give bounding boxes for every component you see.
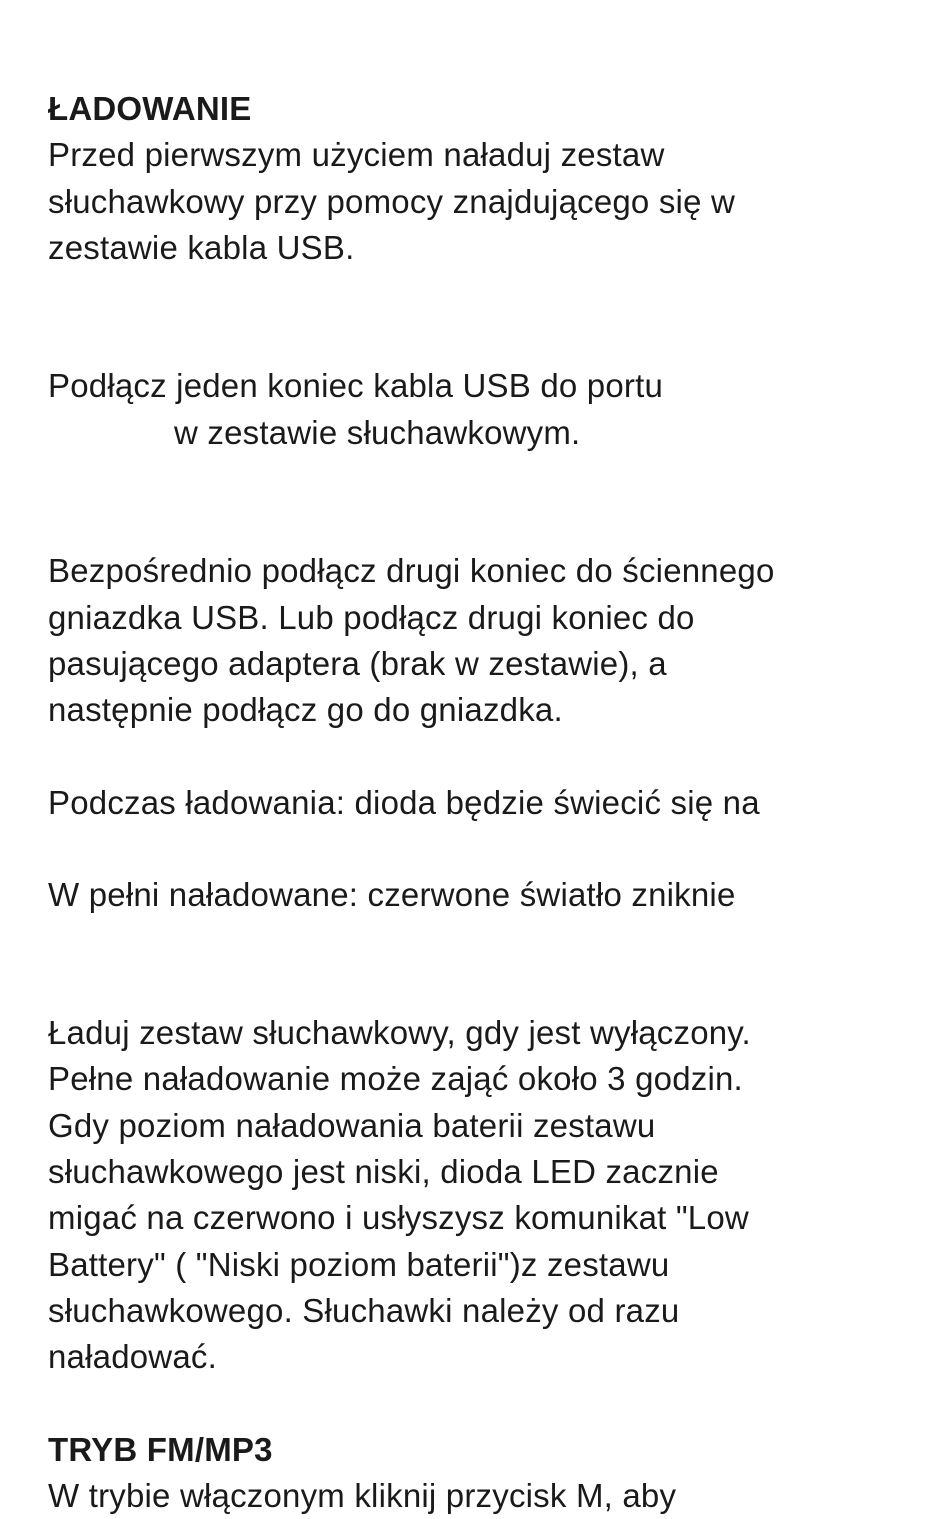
fm-mp3-intro-text: W trybie włączonym kliknij przycisk M, aby: [48, 1476, 677, 1514]
paragraph-spacer: [48, 918, 928, 1010]
manual-document: [48, 86, 928, 1519]
paragraph-spacer: [48, 826, 928, 872]
during-charging-text: Podczas ładowania: dioda będzie świecić się na: [48, 783, 760, 821]
fully-charged-text: W pełni naładowane: czerwone światło zniknie: [48, 875, 736, 913]
connect-usb-line-1: Podłącz jeden koniec kabla USB do portu: [48, 367, 664, 405]
wall-socket-paragraph: Bezpośrednio podłącz drugi koniec do ściennego gniazdka USB. Lub podłącz drugi koniec do pasującego adaptera (brak w zestawie), a następnie podłącz go do gniazdka.: [48, 552, 775, 729]
charging-intro-paragraph: Przed pierwszym użyciem naładuj zestaw słuchawkowy przy pomocy znajdującego się w zestawie kabla USB.: [48, 136, 736, 266]
charging-heading: ŁADOWANIE: [48, 90, 252, 127]
paragraph-spacer: [48, 271, 928, 317]
paragraph-spacer: [48, 502, 928, 548]
paragraph-spacer: [48, 1381, 928, 1427]
fm-mp3-heading: TRYB FM/MP3: [48, 1430, 273, 1468]
charging-notes-paragraph: Ładuj zestaw słuchawkowy, gdy jest wyłączony. Pełne naładowanie może zająć około 3 godzin. Gdy poziom naładowania baterii zestawu słuchawkowego jest niski, dioda LED zacznie migać na czerwono i usłyszysz komunikat "Low Battery" ( "Niski poziom baterii")z zestawu słuchawkowego. Słuchawki należy od razu naładować.: [48, 1014, 751, 1376]
paragraph-spacer: [48, 734, 928, 780]
connect-usb-paragraph: [48, 317, 928, 502]
connect-usb-line-2: w zestawie słuchawkowym.: [174, 413, 581, 451]
